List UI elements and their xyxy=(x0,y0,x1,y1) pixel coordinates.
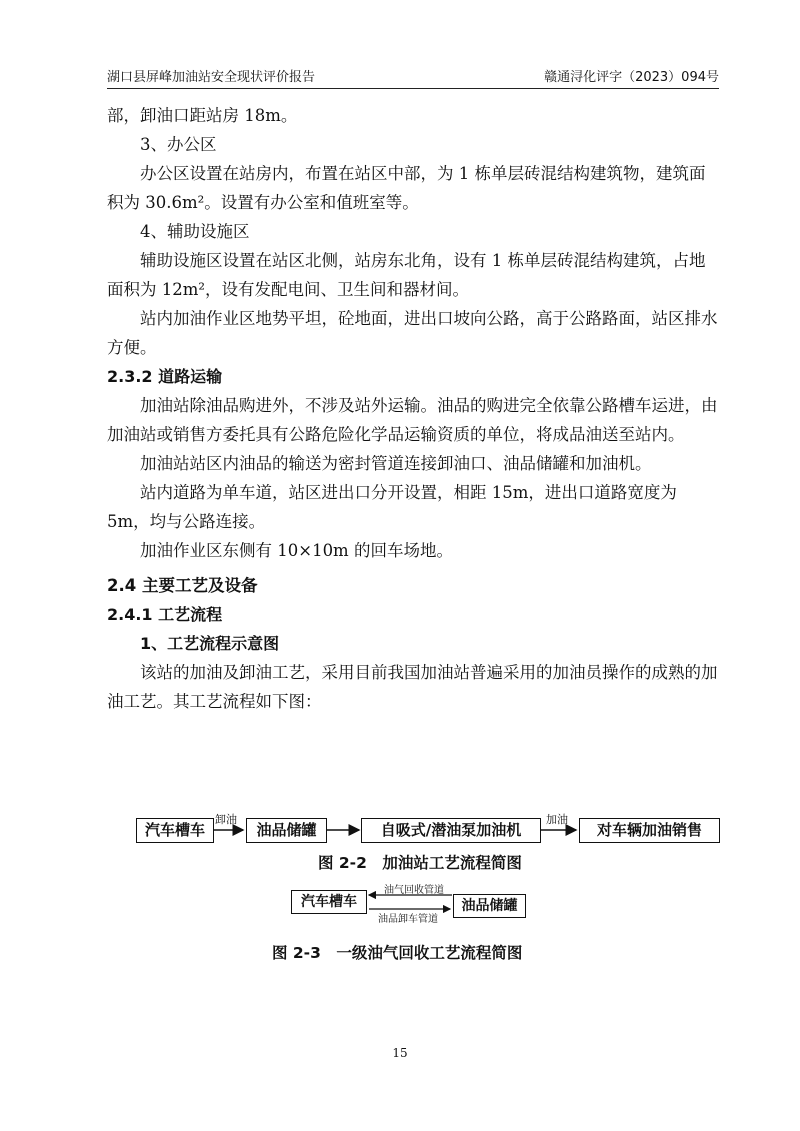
header-document-number: 赣通浔化评字（2023）094号 xyxy=(544,70,719,85)
paragraph: 部，卸油口距站房 18m。 xyxy=(107,106,298,125)
arrow-label-refueling: 加油 xyxy=(546,813,568,826)
label-unloading-pipe: 油品卸车管道 xyxy=(378,914,438,925)
figure-2-2-caption: 图 2-2 加油站工艺流程简图 xyxy=(318,854,522,872)
item-heading-office: 3、办公区 xyxy=(140,135,217,154)
flow-box-tanker-truck: 汽车槽车 xyxy=(136,818,214,843)
figure-2-3-caption: 图 2-3 一级油气回收工艺流程简图 xyxy=(272,944,523,962)
section-heading-road-transport: 2.3.2 道路运输 xyxy=(107,367,223,386)
paragraph: 站内道路为单车道，站区进出口分开设置，相距 15m，进出口道路宽度为 5m，均与公路连接。 xyxy=(107,483,677,531)
section-heading-process-equipment: 2.4 主要工艺及设备 xyxy=(107,576,258,595)
flow-box-tanker-truck-2: 汽车槽车 xyxy=(291,890,367,914)
flow-box-dispenser: 自吸式/潜油泵加油机 xyxy=(361,818,541,843)
paragraph: 该站的加油及卸油工艺，采用目前我国加油站普遍采用的加油员操作的成熟的加油工艺。其工艺流程如下图： xyxy=(107,663,718,711)
flow-box-storage-tank-2: 油品储罐 xyxy=(453,894,526,918)
header-report-title: 湖口县屏峰加油站安全现状评价报告 xyxy=(107,70,316,85)
item-heading-auxiliary: 4、辅助设施区 xyxy=(140,222,250,241)
item-heading-flow-diagram: 1、工艺流程示意图 xyxy=(140,634,280,653)
paragraph: 办公区设置在站房内，布置在站区中部，为 1 栋单层砖混结构建筑物，建筑面积为 30.6m²。设置有办公室和值班室等。 xyxy=(107,164,706,212)
paragraph: 加油站除油品购进外，不涉及站外运输。油品的购进完全依靠公路槽车运进，由加油站或销售方委托具有公路危险化学品运输资质的单位，将成品油送至站内。 xyxy=(107,396,718,444)
paragraph: 加油站站区内油品的输送为密封管道连接卸油口、油品储罐和加油机。 xyxy=(140,454,652,473)
paragraph: 加油作业区东侧有 10×10m 的回车场地。 xyxy=(140,541,453,560)
paragraph: 站内加油作业区地势平坦，砼地面，进出口坡向公路，高于公路路面，站区排水方便。 xyxy=(107,309,718,357)
section-heading-process-flow: 2.4.1 工艺流程 xyxy=(107,605,223,624)
arrow-label-unloading: 卸油 xyxy=(215,813,237,826)
paragraph: 辅助设施区设置在站区北侧，站房东北角，设有 1 栋单层砖混结构建筑，占地面积为 12m²，设有发配电间、卫生间和器材间。 xyxy=(107,251,706,299)
page-number: 15 xyxy=(392,1046,408,1060)
label-vapor-return-pipe: 油气回收管道 xyxy=(384,885,444,896)
flow-box-storage-tank: 油品储罐 xyxy=(246,818,327,843)
flow-box-vehicle-sales: 对车辆加油销售 xyxy=(579,818,720,843)
